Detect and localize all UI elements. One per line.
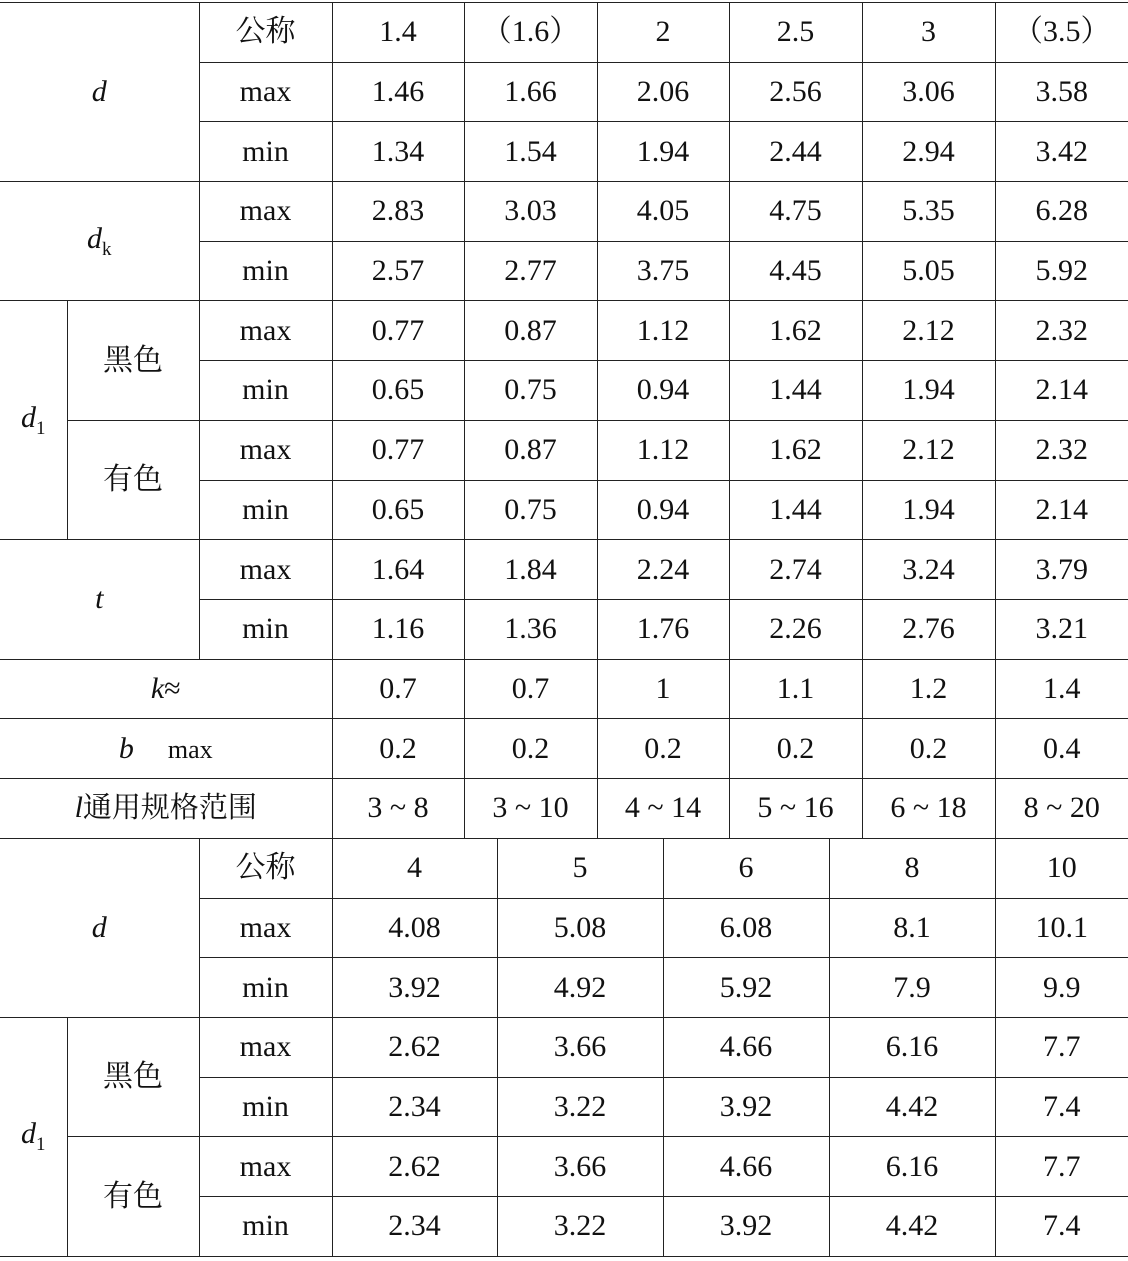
t2-cell: 5.92 — [663, 958, 829, 1018]
t1-size-cell: 2 — [597, 3, 729, 63]
t1-cell: 1.34 — [332, 122, 464, 182]
t1-min-label: min — [199, 599, 332, 659]
t1-cell: 2.26 — [729, 599, 862, 659]
t1-cell: 1.94 — [862, 480, 995, 540]
t1-row-b — [0, 719, 1128, 779]
t1-cell: 1.36 — [464, 599, 597, 659]
t1-cell: 1.44 — [729, 361, 862, 421]
t1-cell: 1.4 — [995, 659, 1128, 719]
t1-cell: 3.03 — [464, 182, 597, 242]
t1-cell: 2.12 — [862, 420, 995, 480]
t1-row-d1-colored-max — [0, 420, 1128, 480]
t2-row-d1-black-max — [0, 1018, 1128, 1078]
t2-max-label: max — [199, 1137, 332, 1197]
t1-cell: 0.2 — [332, 719, 464, 779]
t1-row-d1-black-max — [0, 301, 1128, 361]
t1-cell: 3.75 — [597, 241, 729, 301]
t2-cell: 7.7 — [995, 1018, 1128, 1078]
t1-cell: 4 ~ 14 — [597, 778, 729, 838]
t1-cell: 2.14 — [995, 480, 1128, 540]
t1-d1-label: $d_1$ — [0, 301, 67, 540]
t1-min-label: min — [199, 480, 332, 540]
t2-cell: 2.62 — [332, 1137, 497, 1197]
t1-cell: 4.75 — [729, 182, 862, 242]
t1-cell: 0.94 — [597, 480, 729, 540]
t1-cell: 2.56 — [729, 62, 862, 122]
t1-cell: 3.21 — [995, 599, 1128, 659]
t2-cell: 4.08 — [332, 898, 497, 958]
t1-min-label: min — [199, 122, 332, 182]
t2-cell: 7.9 — [829, 958, 995, 1018]
t1-cell: 1.62 — [729, 301, 862, 361]
spec-table-1 — [0, 2, 1128, 839]
t2-d-label: d — [0, 839, 199, 1018]
t2-min-label: min — [199, 958, 332, 1018]
t2-cell: 4.66 — [663, 1137, 829, 1197]
t1-cell: 1.84 — [464, 540, 597, 600]
t1-cell: 3.79 — [995, 540, 1128, 600]
t1-cell: 6.28 — [995, 182, 1128, 242]
t2-cell: 3.66 — [497, 1018, 663, 1078]
t1-cell: 4.45 — [729, 241, 862, 301]
t1-cell: 1.44 — [729, 480, 862, 540]
t1-cell: 1.76 — [597, 599, 729, 659]
t1-cell: 5.05 — [862, 241, 995, 301]
t1-size-cell: 2.5 — [729, 3, 862, 63]
t1-cell: 0.2 — [464, 719, 597, 779]
t2-nominal-label: 公称 — [199, 839, 332, 899]
t1-cell: 0.7 — [464, 659, 597, 719]
t1-cell: 0.65 — [332, 361, 464, 421]
t2-min-label: min — [199, 1197, 332, 1257]
t1-t-label: t — [0, 540, 199, 659]
t1-cell: 1.46 — [332, 62, 464, 122]
t2-cell: 4.66 — [663, 1018, 829, 1078]
t1-row-dk-max — [0, 182, 1128, 242]
t1-cell: 2.76 — [862, 599, 995, 659]
t1-cell: 3.42 — [995, 122, 1128, 182]
t2-cell: 3.92 — [663, 1197, 829, 1257]
t1-cell: 1.66 — [464, 62, 597, 122]
t1-cell: 0.4 — [995, 719, 1128, 779]
t1-cell: 2.57 — [332, 241, 464, 301]
t1-cell: 8 ~ 20 — [995, 778, 1128, 838]
t1-cell: 3 ~ 8 — [332, 778, 464, 838]
t1-cell: 1.12 — [597, 420, 729, 480]
t1-cell: 2.14 — [995, 361, 1128, 421]
t1-cell: 0.75 — [464, 480, 597, 540]
t1-nominal-label: 公称 — [199, 3, 332, 63]
t2-row-d1-colored-max — [0, 1137, 1128, 1197]
t1-cell: 3 ~ 10 — [464, 778, 597, 838]
t1-cell: 2.44 — [729, 122, 862, 182]
t1-size-cell: 1.4 — [332, 3, 464, 63]
t2-size-cell: 5 — [497, 839, 663, 899]
t1-min-label: min — [199, 361, 332, 421]
t1-k-label: k≈ — [0, 659, 332, 719]
t1-cell: 1.94 — [597, 122, 729, 182]
t1-cell: 2.77 — [464, 241, 597, 301]
t1-cell: 1.1 — [729, 659, 862, 719]
t1-d-label: d — [0, 3, 199, 182]
t2-black-label: 黑色 — [67, 1018, 199, 1137]
t1-cell: 5 ~ 16 — [729, 778, 862, 838]
t1-cell: 1.12 — [597, 301, 729, 361]
t2-cell: 3.22 — [497, 1197, 663, 1257]
t2-cell: 6.16 — [829, 1018, 995, 1078]
spec-table-2 — [0, 838, 1128, 1257]
t1-cell: 2.94 — [862, 122, 995, 182]
t2-cell: 3.92 — [663, 1077, 829, 1137]
t2-colored-label: 有色 — [67, 1137, 199, 1256]
t1-max-label: max — [199, 62, 332, 122]
t2-row-nominal — [0, 839, 1128, 899]
t1-colored-label: 有色 — [67, 420, 199, 539]
t1-cell: 0.2 — [862, 719, 995, 779]
t2-cell: 7.4 — [995, 1077, 1128, 1137]
t1-row-t-max — [0, 540, 1128, 600]
t1-cell: 0.77 — [332, 420, 464, 480]
t1-cell: 2.32 — [995, 301, 1128, 361]
t1-cell: 1.16 — [332, 599, 464, 659]
t2-cell: 10.1 — [995, 898, 1128, 958]
t1-cell: 0.77 — [332, 301, 464, 361]
t1-cell: 1.62 — [729, 420, 862, 480]
t1-cell: 2.32 — [995, 420, 1128, 480]
t1-row-nominal — [0, 3, 1128, 63]
t1-max-label: max — [199, 540, 332, 600]
t1-cell: 3.06 — [862, 62, 995, 122]
t1-cell: 0.75 — [464, 361, 597, 421]
t2-size-cell: 6 — [663, 839, 829, 899]
t1-dk-label: $d_k$ — [0, 182, 199, 301]
t1-cell: 5.35 — [862, 182, 995, 242]
t1-row-k — [0, 659, 1128, 719]
t2-cell: 3.66 — [497, 1137, 663, 1197]
t1-cell: 2.74 — [729, 540, 862, 600]
t2-cell: 9.9 — [995, 958, 1128, 1018]
t2-cell: 4.42 — [829, 1077, 995, 1137]
t1-cell: 0.7 — [332, 659, 464, 719]
t2-min-label: min — [199, 1077, 332, 1137]
t2-cell: 8.1 — [829, 898, 995, 958]
t1-cell: 2.24 — [597, 540, 729, 600]
t2-cell: 3.92 — [332, 958, 497, 1018]
t1-max-label: max — [199, 182, 332, 242]
t2-max-label: max — [199, 898, 332, 958]
t1-cell: 2.12 — [862, 301, 995, 361]
t2-cell: 3.22 — [497, 1077, 663, 1137]
t1-size-cell: 3 — [862, 3, 995, 63]
t1-cell: 1.94 — [862, 361, 995, 421]
t2-cell: 2.62 — [332, 1018, 497, 1078]
t1-cell: 0.87 — [464, 420, 597, 480]
t1-cell: 3.24 — [862, 540, 995, 600]
t2-cell: 2.34 — [332, 1077, 497, 1137]
t1-cell: 1.2 — [862, 659, 995, 719]
t1-cell: 0.2 — [597, 719, 729, 779]
t2-cell: 7.4 — [995, 1197, 1128, 1257]
t1-cell: 3.58 — [995, 62, 1128, 122]
t1-cell: 1.54 — [464, 122, 597, 182]
t2-cell: 4.42 — [829, 1197, 995, 1257]
t2-cell: 4.92 — [497, 958, 663, 1018]
t2-cell: 7.7 — [995, 1137, 1128, 1197]
t1-cell: 0.87 — [464, 301, 597, 361]
t1-size-cell: （1.6） — [464, 3, 597, 63]
t2-cell: 6.08 — [663, 898, 829, 958]
t1-size-cell: （3.5） — [995, 3, 1128, 63]
t1-cell: 5.92 — [995, 241, 1128, 301]
t1-black-label: 黑色 — [67, 301, 199, 420]
t1-cell: 1.64 — [332, 540, 464, 600]
t2-cell: 5.08 — [497, 898, 663, 958]
t1-b-label: b max — [0, 719, 332, 779]
t1-cell: 0.2 — [729, 719, 862, 779]
t1-min-label: min — [199, 241, 332, 301]
t1-l-label: l通用规格范围 — [0, 778, 332, 838]
t1-row-l — [0, 778, 1128, 838]
t2-cell: 2.34 — [332, 1197, 497, 1257]
t1-cell: 0.65 — [332, 480, 464, 540]
t2-d1-label: $d_1$ — [0, 1018, 67, 1257]
t1-cell: 2.06 — [597, 62, 729, 122]
t2-size-cell: 4 — [332, 839, 497, 899]
t2-cell: 6.16 — [829, 1137, 995, 1197]
t1-cell: 0.94 — [597, 361, 729, 421]
t1-max-label: max — [199, 420, 332, 480]
t2-max-label: max — [199, 1018, 332, 1078]
t1-max-label: max — [199, 301, 332, 361]
t1-cell: 1 — [597, 659, 729, 719]
t2-size-cell: 8 — [829, 839, 995, 899]
t1-cell: 2.83 — [332, 182, 464, 242]
t1-cell: 6 ~ 18 — [862, 778, 995, 838]
t2-size-cell: 10 — [995, 839, 1128, 899]
t1-cell: 4.05 — [597, 182, 729, 242]
